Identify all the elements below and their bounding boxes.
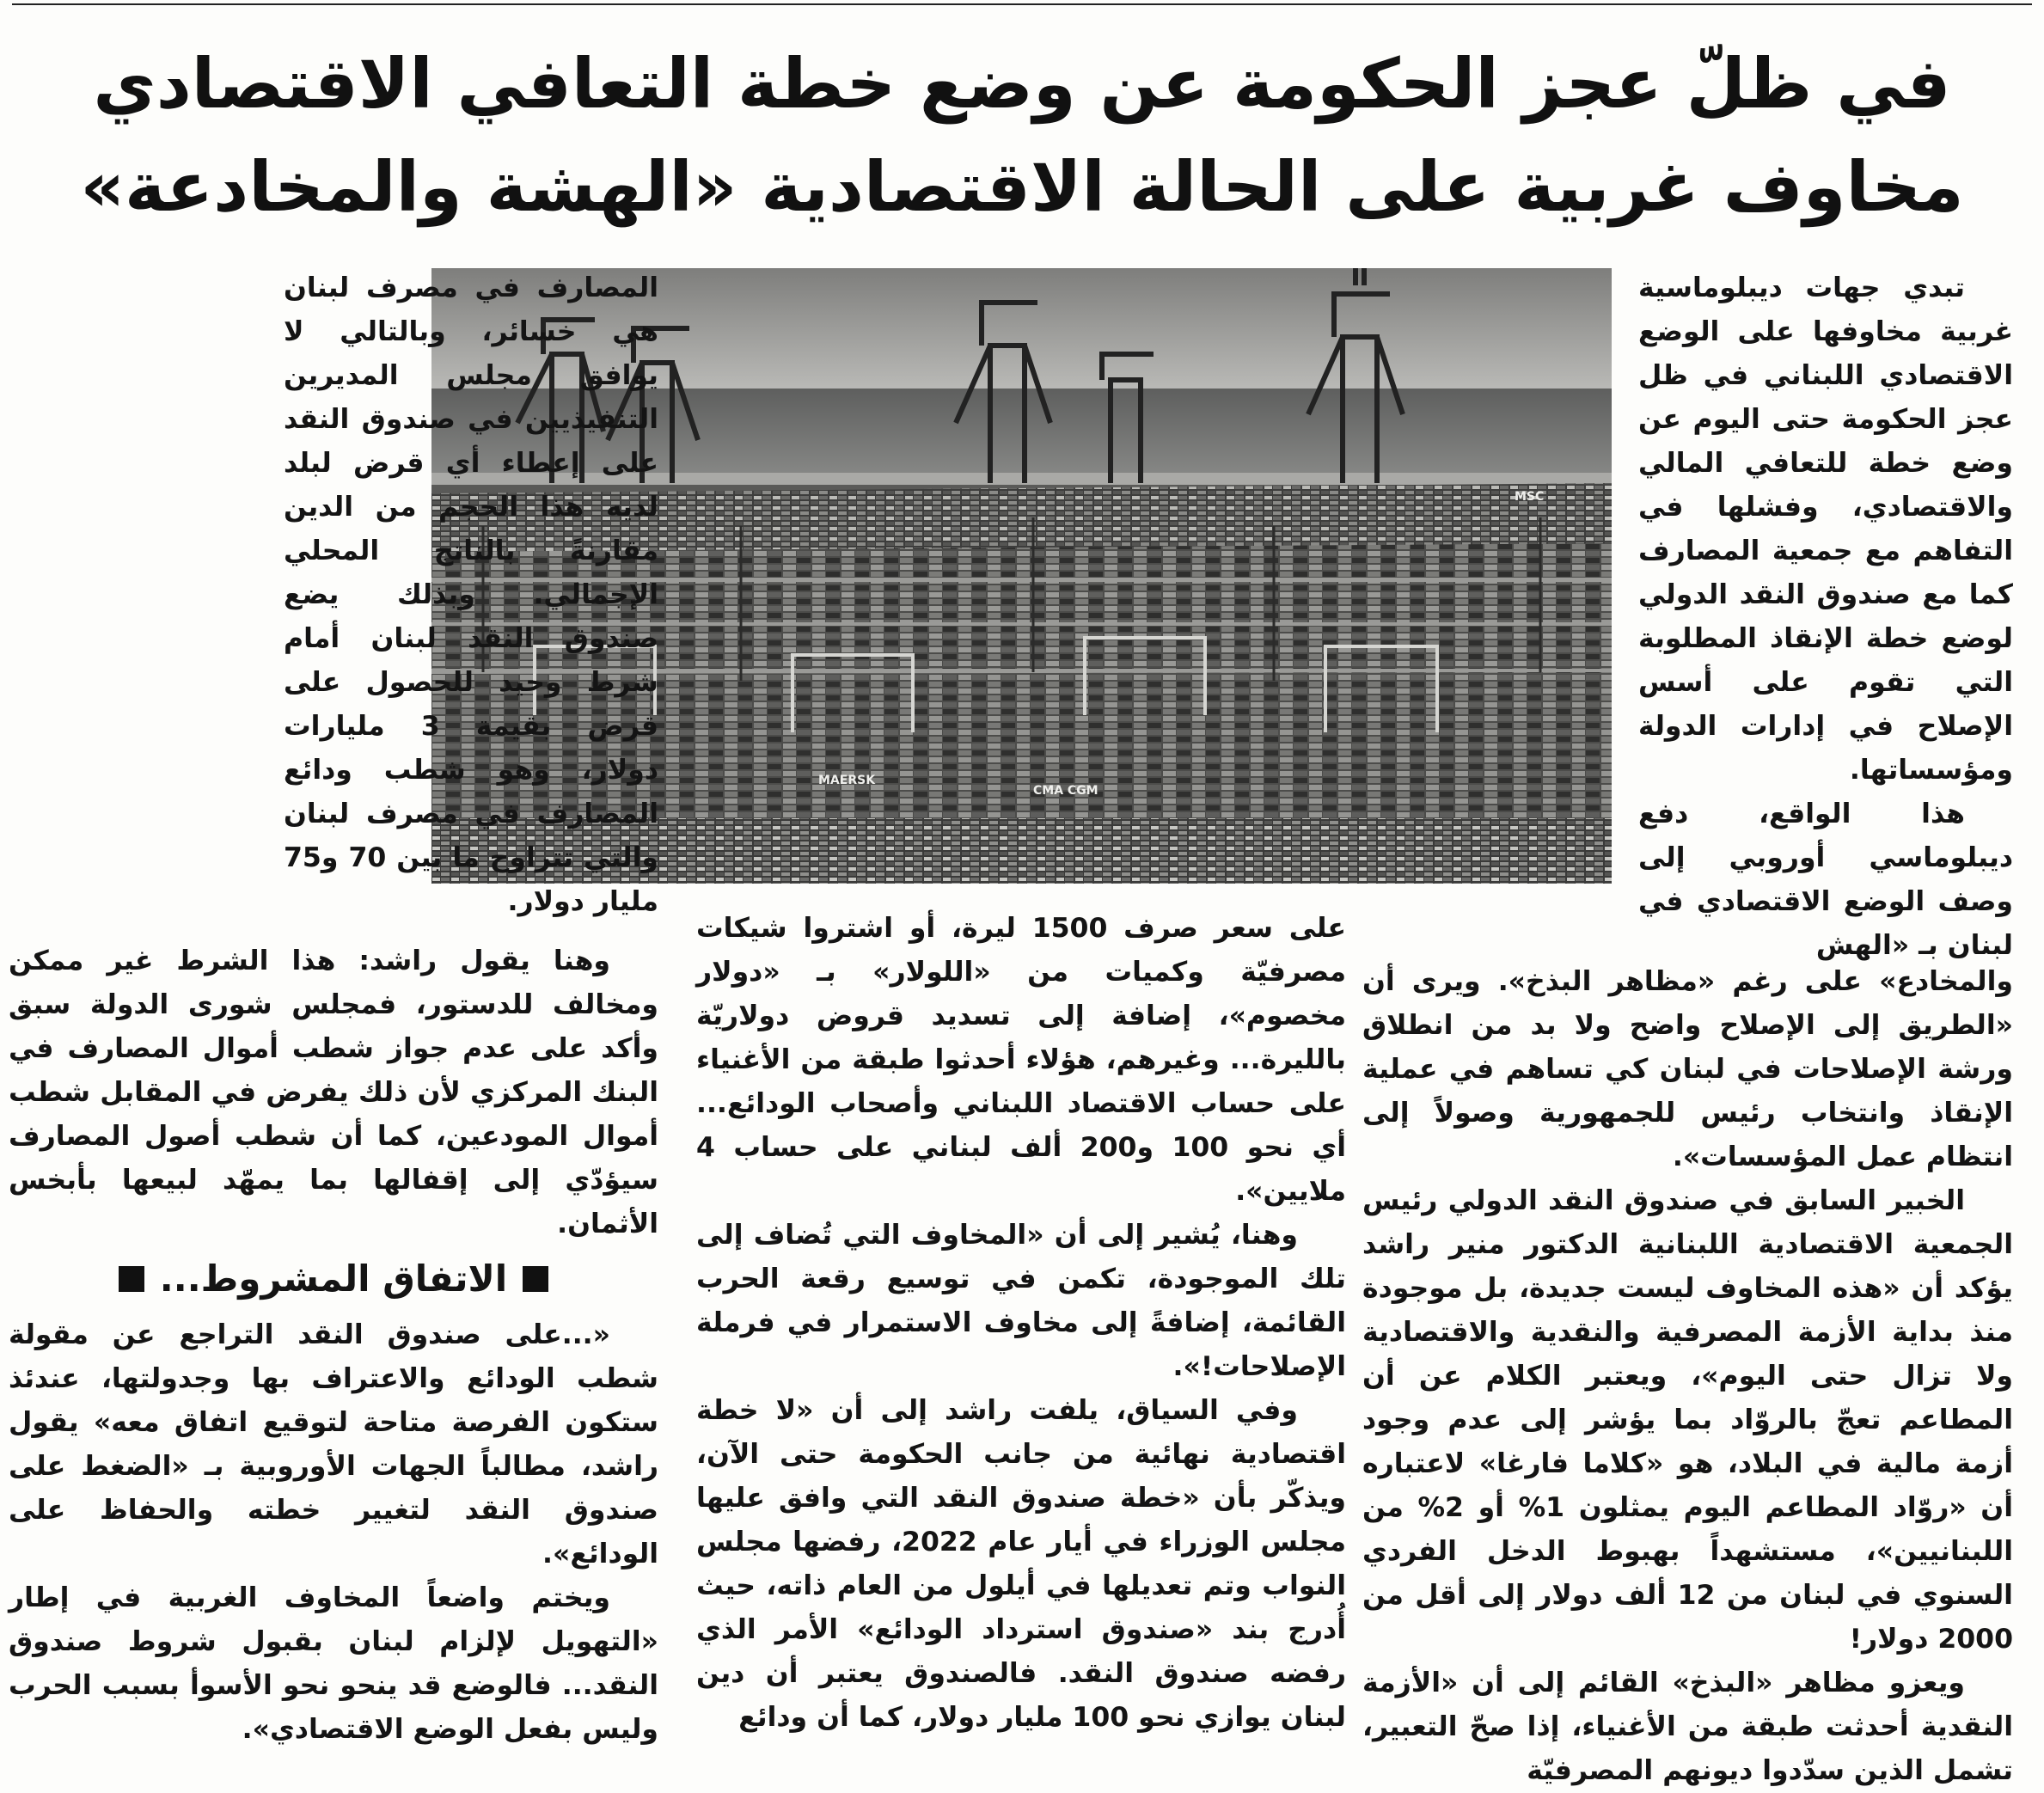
top-rule <box>12 3 2032 5</box>
section-subhead <box>9 1253 658 1305</box>
article-column-right-top <box>1638 266 2013 961</box>
subhead-text: الاتفاق المشروط... <box>159 1258 508 1300</box>
article-column-middle <box>696 907 1346 1749</box>
article-column-right-bottom <box>1362 960 2013 1786</box>
paragraph: وفي السياق، يلفت راشد إلى أن «لا خطة اقتصادية نهائية من جانب الحكومة حتى الآن، ويذكّر بأن «خطة صندوق النقد التي وافق عليها مجلس الوزراء في أيار عام 2022، رفضها مجلس النواب وتم تعديلها في أيلول من العام ذاته، حيث أُدرج بند «صندوق استرداد الودائع» الأمر الذي رفضه صندوق النقد. فالصندوق يعتبر أن دين لبنان يوازي نحو 100 مليار دولار، كما أن ودائع <box>696 1395 1347 1733</box>
paragraph: هذا الواقع، دفع ديبلوماسي أوروبي إلى وصف الوضع الاقتصادي في لبنان بـ «الهش <box>1638 799 2013 961</box>
paragraph: وهنا يقول راشد: هذا الشرط غير ممكن ومخالف للدستور، فمجلس شورى الدولة سبق وأكد على عدم جواز شطب أموال المصارف في البنك المركزي لأن ذلك يفرض في المقابل شطب أموال المودعين، كما أن شطب أصول المصارف سيؤدّي إلى إقفالها بما يمهّد لبيعها بأبخس الأثمان. <box>9 945 658 1239</box>
container-label-c: CMA CGM <box>1033 784 1098 798</box>
paragraph: «...على صندوق النقد التراجع عن مقولة شطب الودائع والاعتراف بها وجدولتها، عندئذ ستكون الفرصة متاحة لتوقيع اتفاق معه» يقول راشد، مطالباً الجهات الأوروبية بـ «الضغط على صندوق النقد لتغيير خطته والحفاظ على الودائع». <box>9 1319 658 1570</box>
paragraph: ويختم واضعاً المخاوف الغربية في إطار «التهويل لإلزام لبنان بقبول شروط صندوق النقد... فالوضع قد ينحو نحو الأسوأ بسبب الحرب وليس بفعل الوضع الاقتصادي». <box>9 1582 658 1745</box>
paragraph: والمخادع» على رغم «مظاهر البذخ». ويرى أن «الطريق إلى الإصلاح واضح ولا بد من انطلاق ورشة الإصلاحات في لبنان كي تساهم في عملية الإنقاذ وانتخاب رئيس للجمهورية وصولاً إلى انتظام عمل المؤسسات». <box>1362 966 2013 1172</box>
paragraph: وهنا، يُشير إلى أن «المخاوف التي تُضاف إلى تلك الموجودة، تكمن في توسيع رقعة الحرب القائمة، إضافةً إلى مخاوف الاستمرار في فرملة الإصلاحات!». <box>696 1220 1346 1382</box>
article-column-left-bottom <box>9 939 658 1747</box>
container-label-b: MSC <box>1515 490 1545 504</box>
square-bullet-icon <box>119 1266 144 1292</box>
article-column-left-top <box>284 266 658 937</box>
square-bullet-icon <box>523 1266 548 1292</box>
paragraph: المصارف في مصرف لبنان هي خسائر، وبالتالي لا يوافق مجلس المديرين التنفيذيين في صندوق النقد على إعطاء أي قرض لبلد لديه هذا الحجم من الدين مقارنةً بالناتج المحلي الإجمالي. وبذلك يضع صندوق النقد لبنان أمام شرط وحيد للحصول على قرض بقيمة 3 مليارات دولار، وهو شطب ودائع المصارف في مصرف لبنان والتي تتراوح ما بين 70 و75 مليار دولار. <box>284 272 659 917</box>
headline-line-2: مخاوف غربية على الحالة الاقتصادية «الهشة والمخادعة» <box>80 147 1964 227</box>
paragraph: الخبير السابق في صندوق النقد الدولي رئيس الجمعية الاقتصادية اللبنانية الدكتور منير راشد يؤكد أن «هذه المخاوف ليست جديدة، بل موجودة منذ بداية الأزمة المصرفية والنقدية والاقتصادية ولا تزال حتى اليوم»، ويعتبر الكلام عن أن المطاعم تعجّ بالروّاد بما يؤشر إلى عدم وجود أزمة مالية في البلاد، هو «كلاما فارغا» لاعتباره أن «روّاد المطاعم اليوم يمثلون 1% أو 2% من اللبنانيين»، مستشهداً بهبوط الدخل الفردي السنوي في لبنان من 12 ألف دولار إلى أقل من 2000 دولار! <box>1362 1185 2013 1655</box>
container-label-a: MAERSK <box>818 774 876 787</box>
paragraph: تبدي جهات ديبلوماسية غربية مخاوفها على الوضع الاقتصادي اللبناني في ظل عجز الحكومة حتى اليوم عن وضع خطة للتعافي المالي والاقتصادي، وفشلها في التفاهم مع جمعية المصارف كما مع صندوق النقد الدولي لوضع خطة الإنقاذ المطلوبة التي تقوم على أسس الإصلاح في إدارات الدولة ومؤسساتها. <box>1638 272 2013 786</box>
paragraph: ويعزو مظاهر «البذخ» القائم إلى أن «الأزمة النقدية أحدثت طبقة من الأغنياء، إذا صحّ التعبير، تشمل الذين سدّدوا ديونهم المصرفيّة <box>1362 1668 2013 1786</box>
headline-line-1: في ظلّ عجز الحكومة عن وضع خطة التعافي الاقتصادي <box>93 44 1951 124</box>
paragraph: على سعر صرف 1500 ليرة، أو اشتروا شيكات مصرفيّة وكميات من «اللولار» بـ «دولار مخصوم»، إضافة إلى تسديد قروض دولاريّة بالليرة... وغيرهم، هؤلاء أحدثوا طبقة من الأغنياء على حساب الاقتصاد اللبناني وأصحاب الودائع... أي نحو 100 و200 ألف لبناني على حساب 4 ملايين». <box>696 913 1346 1207</box>
